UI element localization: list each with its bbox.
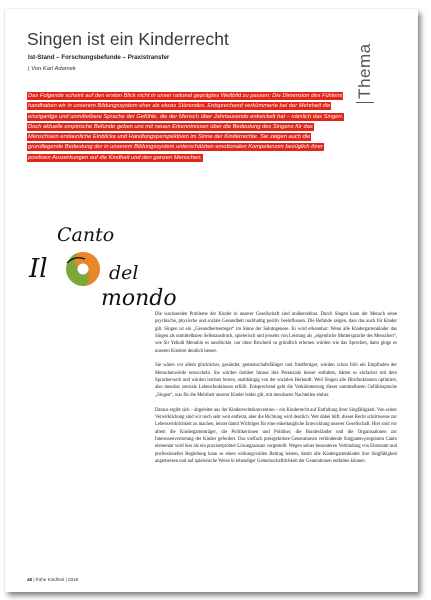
body-paragraph-1: Die wachsenden Probleme der Kinder in unserer Gesellschaft sind unübersehbar. Durch Singen kann der Mensch seine psychische, physische und soziale Gesundheit nachhaltig positiv beeinflussen. Die Befunde zeigen, dass das auch für Kinder gilt. Singen ist ein „Gesundheitserreger“ im Sinne der Salutogenese. Es wird erkennbar: Wenn alle Kindergartenkinder das Singen als unmittelbaren Selbstausdruck, spielerisch und jenseits von Leistung als „eigentliche Muttersprache des Menschen“, wie Sir Yehudi Menuhin es ausdrückte, nur ohne Bruchteil so gründlich erlernen würden wie das Sprechen, dann ginge es unseren Kindern deutlich besser. <box>155 312 397 354</box>
page-number: 48 <box>27 577 33 582</box>
logo-word-del: del <box>109 262 139 284</box>
article-title: Singen ist ein Kinderrecht <box>27 29 230 49</box>
logo-word-mondo: mondo <box>101 286 177 309</box>
body-paragraph-3: Daraus ergibt sich – abgeleitet aus der Kinderrechtskonvention – ein Kinderrecht auf Entfaltung ihrer Singfähigkeit. Von seiner Verwirklichung sind wir noch sehr weit entfernt, aber die Richtung wird deutlich. Wer dabei hilft, dieses Recht schrittweise zur Lebenswirklichkeit zu machen, leistet damit Wichtiges für eine enkeltaugliche Entwicklung unserer Gesellschaft. Hier sind vor allem die Kindergartenträger, die Politikerinnen und Politiker, die Bundesländer und die Organisationen zur Interessenvertretung der Kinder gefordert. Das vielfach preisgekrönte Generationen verbindende Singpaten-programm Canto elementar wird hier als ein praxiserprobter Lösungsansatz vorgestellt. Wegen seiner besonderen Verbindung von Ehrenamt und professioneller Begleitung kann es einen wirkungsvollen Beitrag leisten, damit alle Kindergartenkinder ihre Singfähigkeit angemessen und auf spielerische Weise in lebendiger Gemeinschaftlichkeit der Generationen entfalten können. <box>155 407 397 464</box>
magazine-page <box>5 9 418 592</box>
section-label-bar <box>356 102 374 103</box>
section-label <box>354 33 376 103</box>
body-paragraph-2: Sie wären vor allem glücklicher, gesünder, gemeinschaftsfähiger und friedfertiger, würden schon früh ein Empfinden der Menschenwürde entwickeln. Sie würden darüber hinaus ihre Potenziale besser entfalten, hätten es einfacher mit dem Spracherwerb und würden leichter lernen, unabhängig von der sozialen Herkunft. Weil Singen alle Hirnfunktionen optimiert, also messbar zentrale Lebensfunktionen erfüllt. Entsprechend geht die Verkümmerung dieser unmittelbaren Gefühlssprache „Singen“, was für die Mehrheit unserer Kinder leider gilt, mit messbaren Nachteilen einher. <box>155 363 397 398</box>
intro-paragraph <box>27 91 345 163</box>
page-footer <box>27 577 78 582</box>
article-body <box>155 311 397 473</box>
intro-highlighted-text: Das Folgende scheint auf den ersten Blick nicht in unser rational geprägtes Weltbild zu passen: Die Dimension des Fühlens handhaben wir in unserem Bildungssystem eher als etwas Störendes. Entsprechend verkümmerte bei der Mehrheit die einzigartige und unmittelbare Sprache der Gefühle, die der Mensch über Jahrtausende entwickelt hat – nämlich das Singen. Doch aktuelle empirische Befunde geben uns mit neuen Erkenntnissen über die Bedeutung des Singens für das Menschsein erstaunliche Einblicke und Handlungsperspektiven im Sinne der Kinderrechte. Sie zeigen auch die grundlegende Bedeutung der in unserem Bildungssystem unterschätzten emotionalen Kompetenzen bezüglich ihrer positiven Auswirkungen auf die Kindheit und den ganzen Menschen. <box>28 93 344 161</box>
canto-del-mondo-logo <box>23 219 183 309</box>
logo-word-canto: Canto <box>57 224 115 246</box>
article-subtitle: Ist-Stand – Forschungsbefunde – Praxistransfer <box>28 54 170 61</box>
logo-swirl-icon <box>66 252 100 286</box>
section-label-text: Thema <box>355 43 374 99</box>
article-author: | Von Karl Adamek <box>28 66 76 72</box>
logo-word-il: Il <box>29 254 48 284</box>
publication-name: | frühe Kindheit | 0318 <box>33 577 79 582</box>
